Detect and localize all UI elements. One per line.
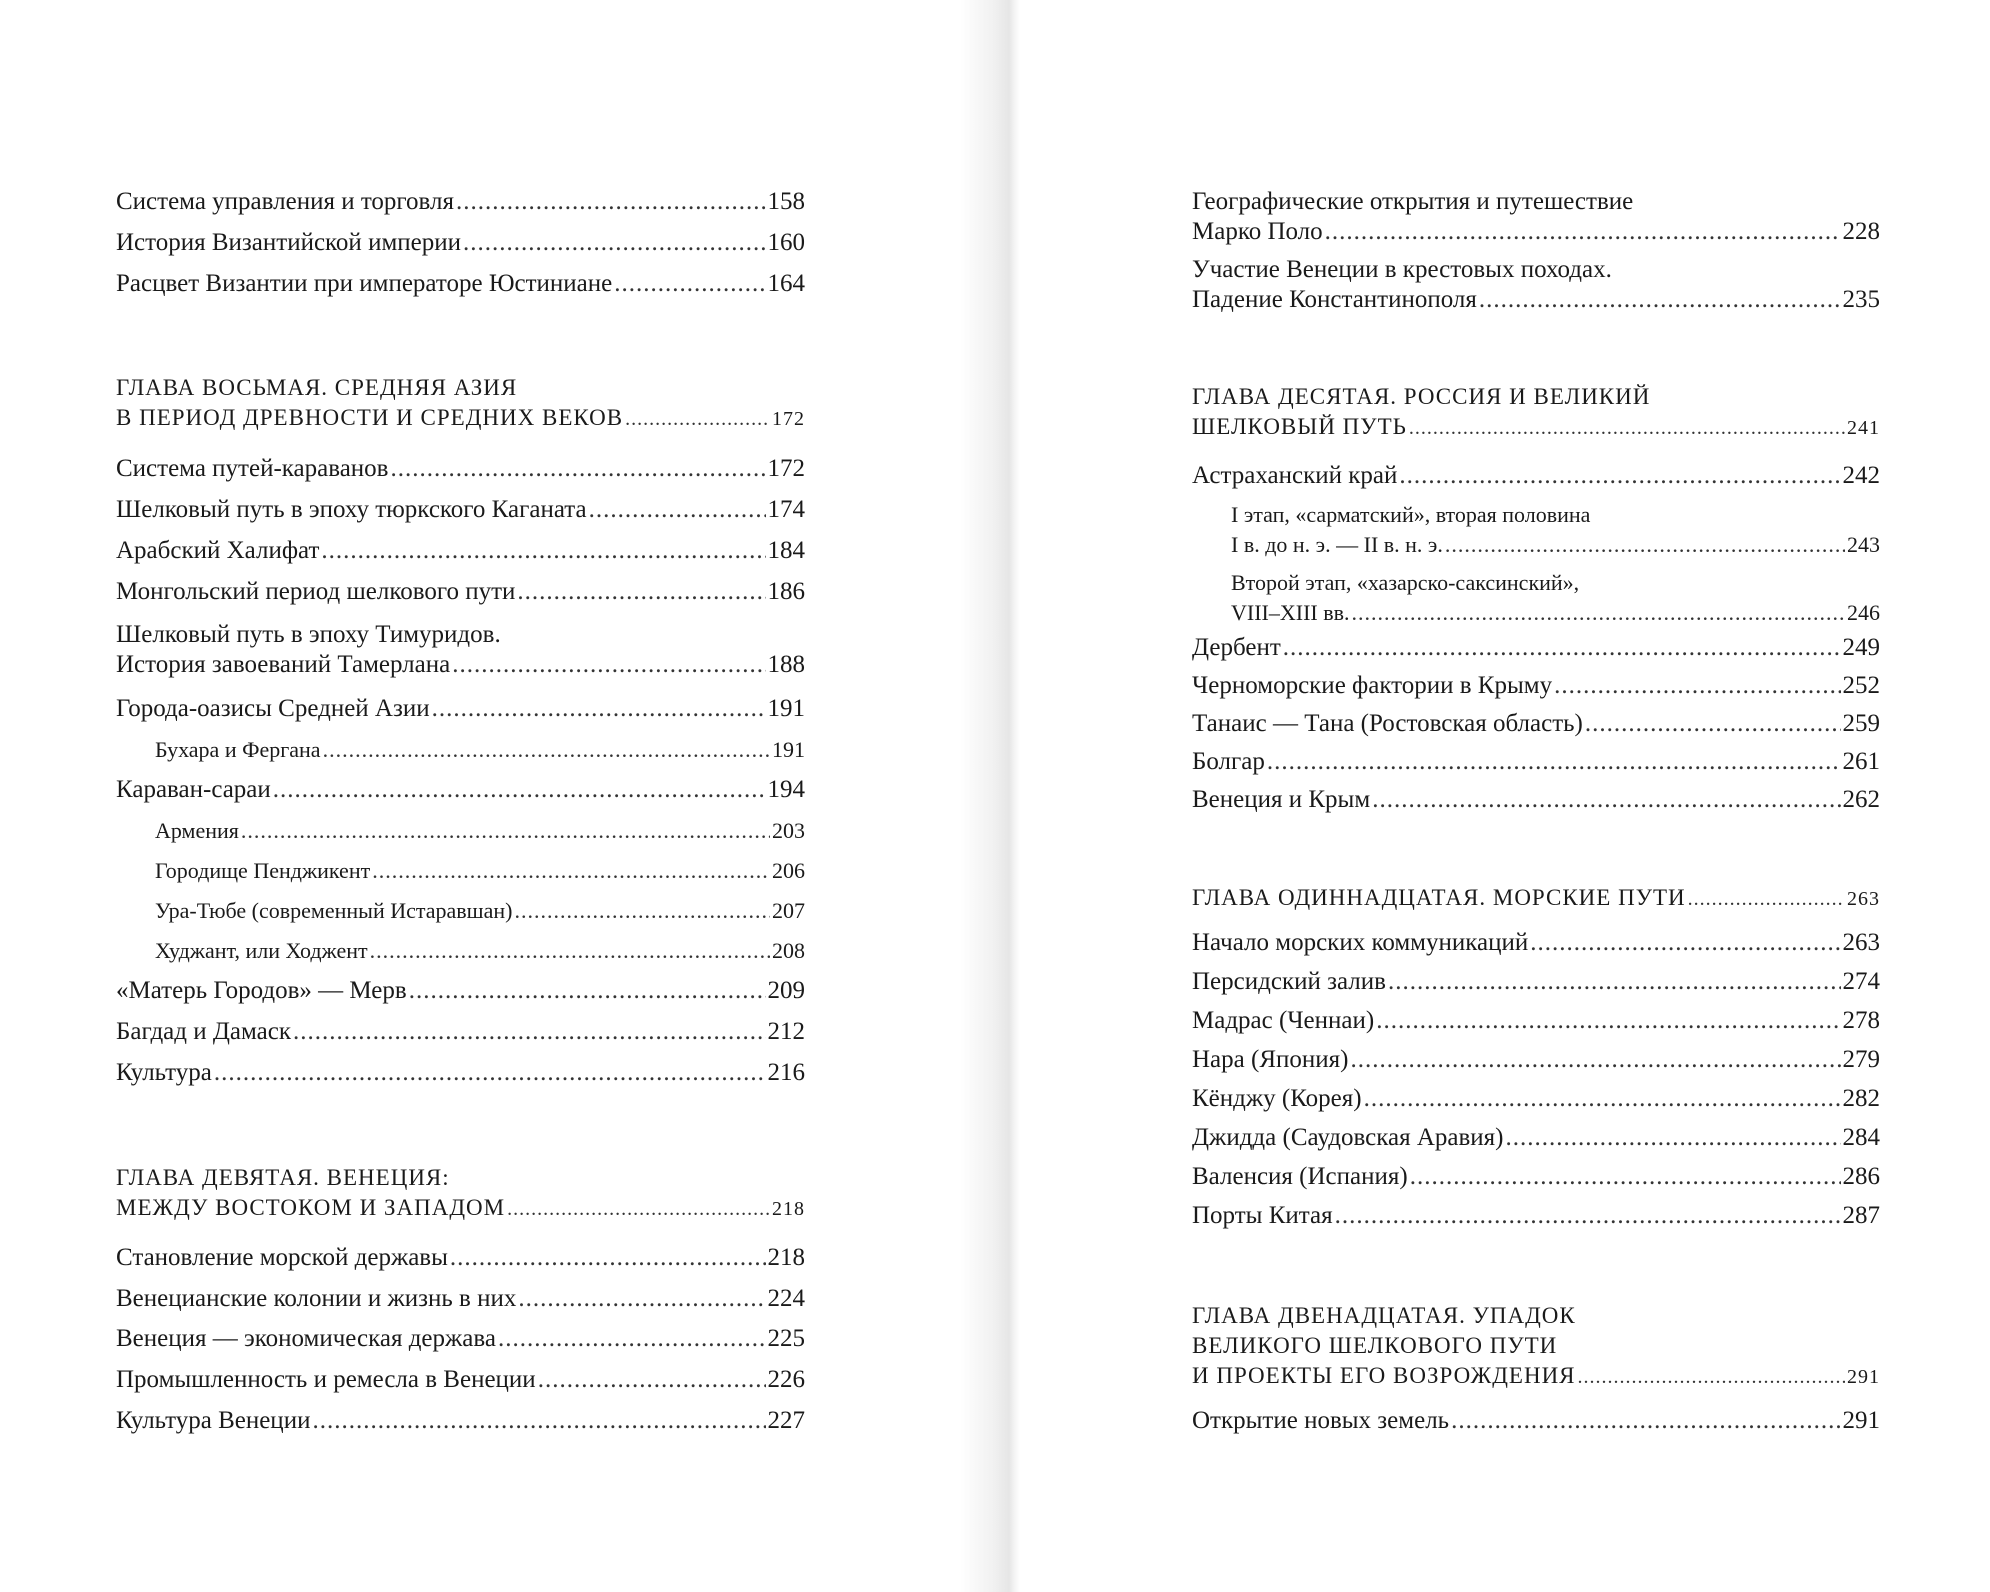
toc-entry xyxy=(1192,967,1880,997)
dot-leader xyxy=(507,1194,770,1224)
chapter-title-line: ГЛАВА ДЕСЯТАЯ. РОССИЯ И ВЕЛИКИЙ xyxy=(1192,384,1651,409)
entry-title: Шелковый путь в эпоху тюркского Каганата xyxy=(116,496,587,523)
entry-title: Участие Венеции в крестовых походах. xyxy=(1192,256,1612,283)
dot-leader xyxy=(391,454,766,484)
page-number: 282 xyxy=(1842,1085,1880,1112)
dot-leader xyxy=(409,976,766,1006)
toc-entry xyxy=(116,454,805,484)
page-number: 262 xyxy=(1842,786,1880,813)
toc-subentry xyxy=(155,936,805,966)
page-number: 224 xyxy=(767,1285,805,1312)
entry-title: Промышленность и ремесла в Венеции xyxy=(116,1366,536,1393)
toc-entry xyxy=(116,228,805,258)
dot-leader xyxy=(463,228,766,258)
toc-entry xyxy=(1192,461,1880,491)
entry-title: Кёнджу (Корея) xyxy=(1192,1085,1362,1112)
dot-leader xyxy=(370,936,770,966)
chapter-title-line: И ПРОЕКТЫ ЕГО ВОЗРОЖДЕНИЯ xyxy=(1192,1363,1576,1388)
entry-title: Армения xyxy=(155,818,239,843)
toc-entry xyxy=(1192,255,1880,315)
dot-leader xyxy=(214,1058,766,1088)
entry-title: История Византийской империи xyxy=(116,229,461,256)
toc-entry xyxy=(116,775,805,805)
entry-title: I этап, «сарматский», вторая половина xyxy=(1231,502,1591,527)
chapter-heading xyxy=(1192,382,1880,443)
page-number: 291 xyxy=(1842,1407,1880,1434)
entry-title: Падение Константинополя xyxy=(1192,286,1477,313)
entry-title: Второй этап, «хазарско-саксинский», xyxy=(1231,570,1580,595)
entry-title: Персидский залив xyxy=(1192,968,1386,995)
page-number: 278 xyxy=(1842,1007,1880,1034)
entry-title: Астраханский край xyxy=(1192,462,1398,489)
toc-entry xyxy=(116,187,805,217)
entry-title: Арабский Халифат xyxy=(116,537,320,564)
page-number: 284 xyxy=(1842,1124,1880,1151)
chapter-title-line: В ПЕРИОД ДРЕВНОСТИ И СРЕДНИХ ВЕКОВ xyxy=(116,405,624,430)
entry-title: Танаис — Тана (Ростовская область) xyxy=(1192,710,1583,737)
page-number: 174 xyxy=(767,496,805,523)
entry-title: Монгольский период шелкового пути xyxy=(116,578,516,605)
toc-entry xyxy=(116,577,805,607)
dot-leader xyxy=(1335,1201,1841,1231)
entry-title: Расцвет Византии при императоре Юстиниане xyxy=(116,270,613,297)
toc-entry xyxy=(116,1017,805,1047)
entry-title: Венеция и Крым xyxy=(1192,786,1371,813)
toc-subentry xyxy=(1231,500,1880,560)
page-number: 225 xyxy=(767,1325,805,1352)
chapter-title-line: ВЕЛИКОГО ШЕЛКОВОГО ПУТИ xyxy=(1192,1333,1558,1358)
toc-entry xyxy=(116,269,805,299)
dot-leader xyxy=(625,404,770,434)
page-number: 218 xyxy=(772,1198,805,1220)
dot-leader xyxy=(1409,413,1845,443)
entry-title: Ура-Тюбе (современный Истаравшан) xyxy=(155,898,513,923)
toc-subentry xyxy=(155,856,805,886)
dot-leader xyxy=(538,1365,766,1395)
entry-title: Культура Венеции xyxy=(116,1407,311,1434)
toc-entry xyxy=(1192,187,1880,247)
toc-subentry xyxy=(155,896,805,926)
page-number: 279 xyxy=(1842,1046,1880,1073)
page-number: 172 xyxy=(772,408,805,430)
entry-title: История завоеваний Тамерлана xyxy=(116,651,451,678)
dot-leader xyxy=(1506,1123,1841,1153)
entry-title: «Матерь Городов» — Мерв xyxy=(116,977,407,1004)
page-number: 243 xyxy=(1847,532,1880,557)
page-number: 242 xyxy=(1842,462,1880,489)
dot-leader xyxy=(1267,747,1841,777)
entry-title: Джидда (Саудовская Аравия) xyxy=(1192,1124,1504,1151)
dot-leader xyxy=(1376,1006,1840,1036)
entry-title: I в. до н. э. — II в. н. э. xyxy=(1231,532,1443,557)
toc-entry xyxy=(1192,1045,1880,1075)
dot-leader xyxy=(1445,530,1845,560)
dot-leader xyxy=(1410,1162,1841,1192)
dot-leader xyxy=(450,1243,766,1273)
entry-title: Города-оазисы Средней Азии xyxy=(116,695,430,722)
chapter-heading xyxy=(1192,1301,1880,1392)
page-number: 184 xyxy=(767,537,805,564)
page-number: 160 xyxy=(767,229,805,256)
dot-leader xyxy=(273,775,766,805)
chapter-heading xyxy=(116,373,805,434)
toc-entry xyxy=(1192,1162,1880,1192)
dot-leader xyxy=(1364,1084,1841,1114)
toc-entry xyxy=(1192,747,1880,777)
toc-subentry xyxy=(155,816,805,846)
entry-title: Венеция — экономическая держава xyxy=(116,1325,496,1352)
toc-entry xyxy=(116,1058,805,1088)
page-number: 291 xyxy=(1847,1366,1880,1388)
dot-leader xyxy=(1530,928,1840,958)
dot-leader xyxy=(1388,967,1841,997)
entry-title: Система управления и торговля xyxy=(116,188,455,215)
dot-leader xyxy=(293,1017,765,1047)
toc-entry xyxy=(116,1406,805,1436)
page-number: 158 xyxy=(767,188,805,215)
entry-title: Багдад и Дамаск xyxy=(116,1018,292,1045)
dot-leader xyxy=(589,495,766,525)
toc-entry xyxy=(1192,1123,1880,1153)
page-number: 209 xyxy=(767,977,805,1004)
dot-leader xyxy=(456,187,765,217)
dot-leader xyxy=(321,536,765,566)
page-number: 263 xyxy=(1847,888,1880,910)
toc-subentry xyxy=(155,735,805,765)
toc-entry xyxy=(116,536,805,566)
page-number: 227 xyxy=(767,1407,805,1434)
page-number: 261 xyxy=(1842,748,1880,775)
page-number: 216 xyxy=(767,1059,805,1086)
chapter-heading xyxy=(1192,883,1880,914)
dot-leader xyxy=(1325,217,1841,247)
page-number: 186 xyxy=(767,578,805,605)
entry-title: Мадрас (Ченнаи) xyxy=(1192,1007,1375,1034)
toc-entry xyxy=(1192,1201,1880,1231)
chapter-title-line: ГЛАВА ДЕВЯТАЯ. ВЕНЕЦИЯ: xyxy=(116,1165,450,1190)
entry-title: Худжант, или Ходжент xyxy=(155,938,368,963)
entry-title: Система путей-караванов xyxy=(116,455,389,482)
entry-title: Открытие новых земель xyxy=(1192,1407,1450,1434)
dot-leader xyxy=(241,816,770,846)
page-number: 191 xyxy=(772,737,805,762)
dot-leader xyxy=(514,896,770,926)
page-number: 274 xyxy=(1842,968,1880,995)
toc-entry xyxy=(116,495,805,525)
dot-leader xyxy=(323,735,770,765)
page-number: 259 xyxy=(1842,710,1880,737)
page-number: 206 xyxy=(772,858,805,883)
entry-title: Становление морской державы xyxy=(116,1244,448,1271)
dot-leader xyxy=(1399,461,1840,491)
chapter-title-line: ГЛАВА ОДИННАДЦАТАЯ. МОРСКИЕ ПУТИ xyxy=(1192,885,1686,910)
toc-page-left xyxy=(0,0,990,1592)
chapter-title-line: МЕЖДУ ВОСТОКОМ И ЗАПАДОМ xyxy=(116,1195,506,1220)
toc-entry xyxy=(116,620,805,680)
entry-title: Дербент xyxy=(1192,634,1281,661)
dot-leader xyxy=(1372,785,1840,815)
dot-leader xyxy=(1283,633,1841,663)
toc-entry xyxy=(1192,1006,1880,1036)
dot-leader xyxy=(1585,709,1841,739)
dot-leader xyxy=(498,1324,766,1354)
dot-leader xyxy=(517,577,765,607)
dot-leader xyxy=(1479,285,1841,315)
page-number: 235 xyxy=(1842,286,1880,313)
entry-title: Культура xyxy=(116,1059,212,1086)
entry-title: Марко Поло xyxy=(1192,218,1323,245)
dot-leader xyxy=(1554,671,1840,701)
page-number: 207 xyxy=(772,898,805,923)
chapter-title-line: ГЛАВА ДВЕНАДЦАТАЯ. УПАДОК xyxy=(1192,1303,1576,1328)
dot-leader xyxy=(518,1284,765,1314)
page-number: 263 xyxy=(1842,929,1880,956)
dot-leader xyxy=(312,1406,765,1436)
entry-title: Болгар xyxy=(1192,748,1265,775)
entry-title: Венецианские колонии и жизнь в них xyxy=(116,1285,517,1312)
page-number: 191 xyxy=(767,695,805,722)
toc-entry xyxy=(1192,633,1880,663)
dot-leader xyxy=(432,694,766,724)
page-number: 241 xyxy=(1847,417,1880,439)
entry-title: Начало морских коммуникаций xyxy=(1192,929,1529,956)
toc-subentry xyxy=(1231,568,1880,628)
entry-title: Городище Пенджикент xyxy=(155,858,371,883)
toc-entry xyxy=(1192,671,1880,701)
entry-title: Порты Китая xyxy=(1192,1202,1333,1229)
toc-entry xyxy=(1192,785,1880,815)
chapter-heading xyxy=(116,1163,805,1224)
toc-entry xyxy=(116,1324,805,1354)
toc-page-right xyxy=(995,0,1990,1592)
entry-title: Черноморские фактории в Крыму xyxy=(1192,672,1553,699)
entry-title: Нара (Япония) xyxy=(1192,1046,1349,1073)
entry-title: VIII–XIII вв. xyxy=(1231,600,1350,625)
toc-entry xyxy=(116,976,805,1006)
toc-entry xyxy=(116,1243,805,1273)
toc-entry xyxy=(116,1365,805,1395)
page-number: 228 xyxy=(1842,218,1880,245)
page-number: 249 xyxy=(1842,634,1880,661)
entry-title: Шелковый путь в эпоху Тимуридов. xyxy=(116,621,501,648)
page-number: 212 xyxy=(767,1018,805,1045)
dot-leader xyxy=(1578,1362,1845,1392)
page-number: 218 xyxy=(767,1244,805,1271)
page-number: 188 xyxy=(767,651,805,678)
toc-entry xyxy=(1192,709,1880,739)
chapter-title-line: ГЛАВА ВОСЬМАЯ. СРЕДНЯЯ АЗИЯ xyxy=(116,375,518,400)
toc-entry xyxy=(1192,1406,1880,1436)
page-number: 287 xyxy=(1842,1202,1880,1229)
page-number: 252 xyxy=(1842,672,1880,699)
page-number: 164 xyxy=(767,270,805,297)
entry-title: Валенсия (Испания) xyxy=(1192,1163,1408,1190)
dot-leader xyxy=(1688,884,1845,914)
entry-title: Географические открытия и путешествие xyxy=(1192,188,1634,215)
entry-title: Караван-сараи xyxy=(116,776,271,803)
toc-entry xyxy=(116,694,805,724)
page-number: 286 xyxy=(1842,1163,1880,1190)
toc-entry xyxy=(1192,928,1880,958)
dot-leader xyxy=(1352,598,1845,628)
page-number: 203 xyxy=(772,818,805,843)
page-number: 246 xyxy=(1847,600,1880,625)
dot-leader xyxy=(372,856,770,886)
dot-leader xyxy=(1451,1406,1840,1436)
page-number: 194 xyxy=(767,776,805,803)
page-number: 226 xyxy=(767,1366,805,1393)
dot-leader xyxy=(452,650,765,680)
page-number: 208 xyxy=(772,938,805,963)
toc-entry xyxy=(1192,1084,1880,1114)
page-number: 172 xyxy=(767,455,805,482)
dot-leader xyxy=(614,269,765,299)
dot-leader xyxy=(1350,1045,1840,1075)
entry-title: Бухара и Фергана xyxy=(155,737,321,762)
chapter-title-line: ШЕЛКОВЫЙ ПУТЬ xyxy=(1192,414,1407,439)
toc-entry xyxy=(116,1284,805,1314)
